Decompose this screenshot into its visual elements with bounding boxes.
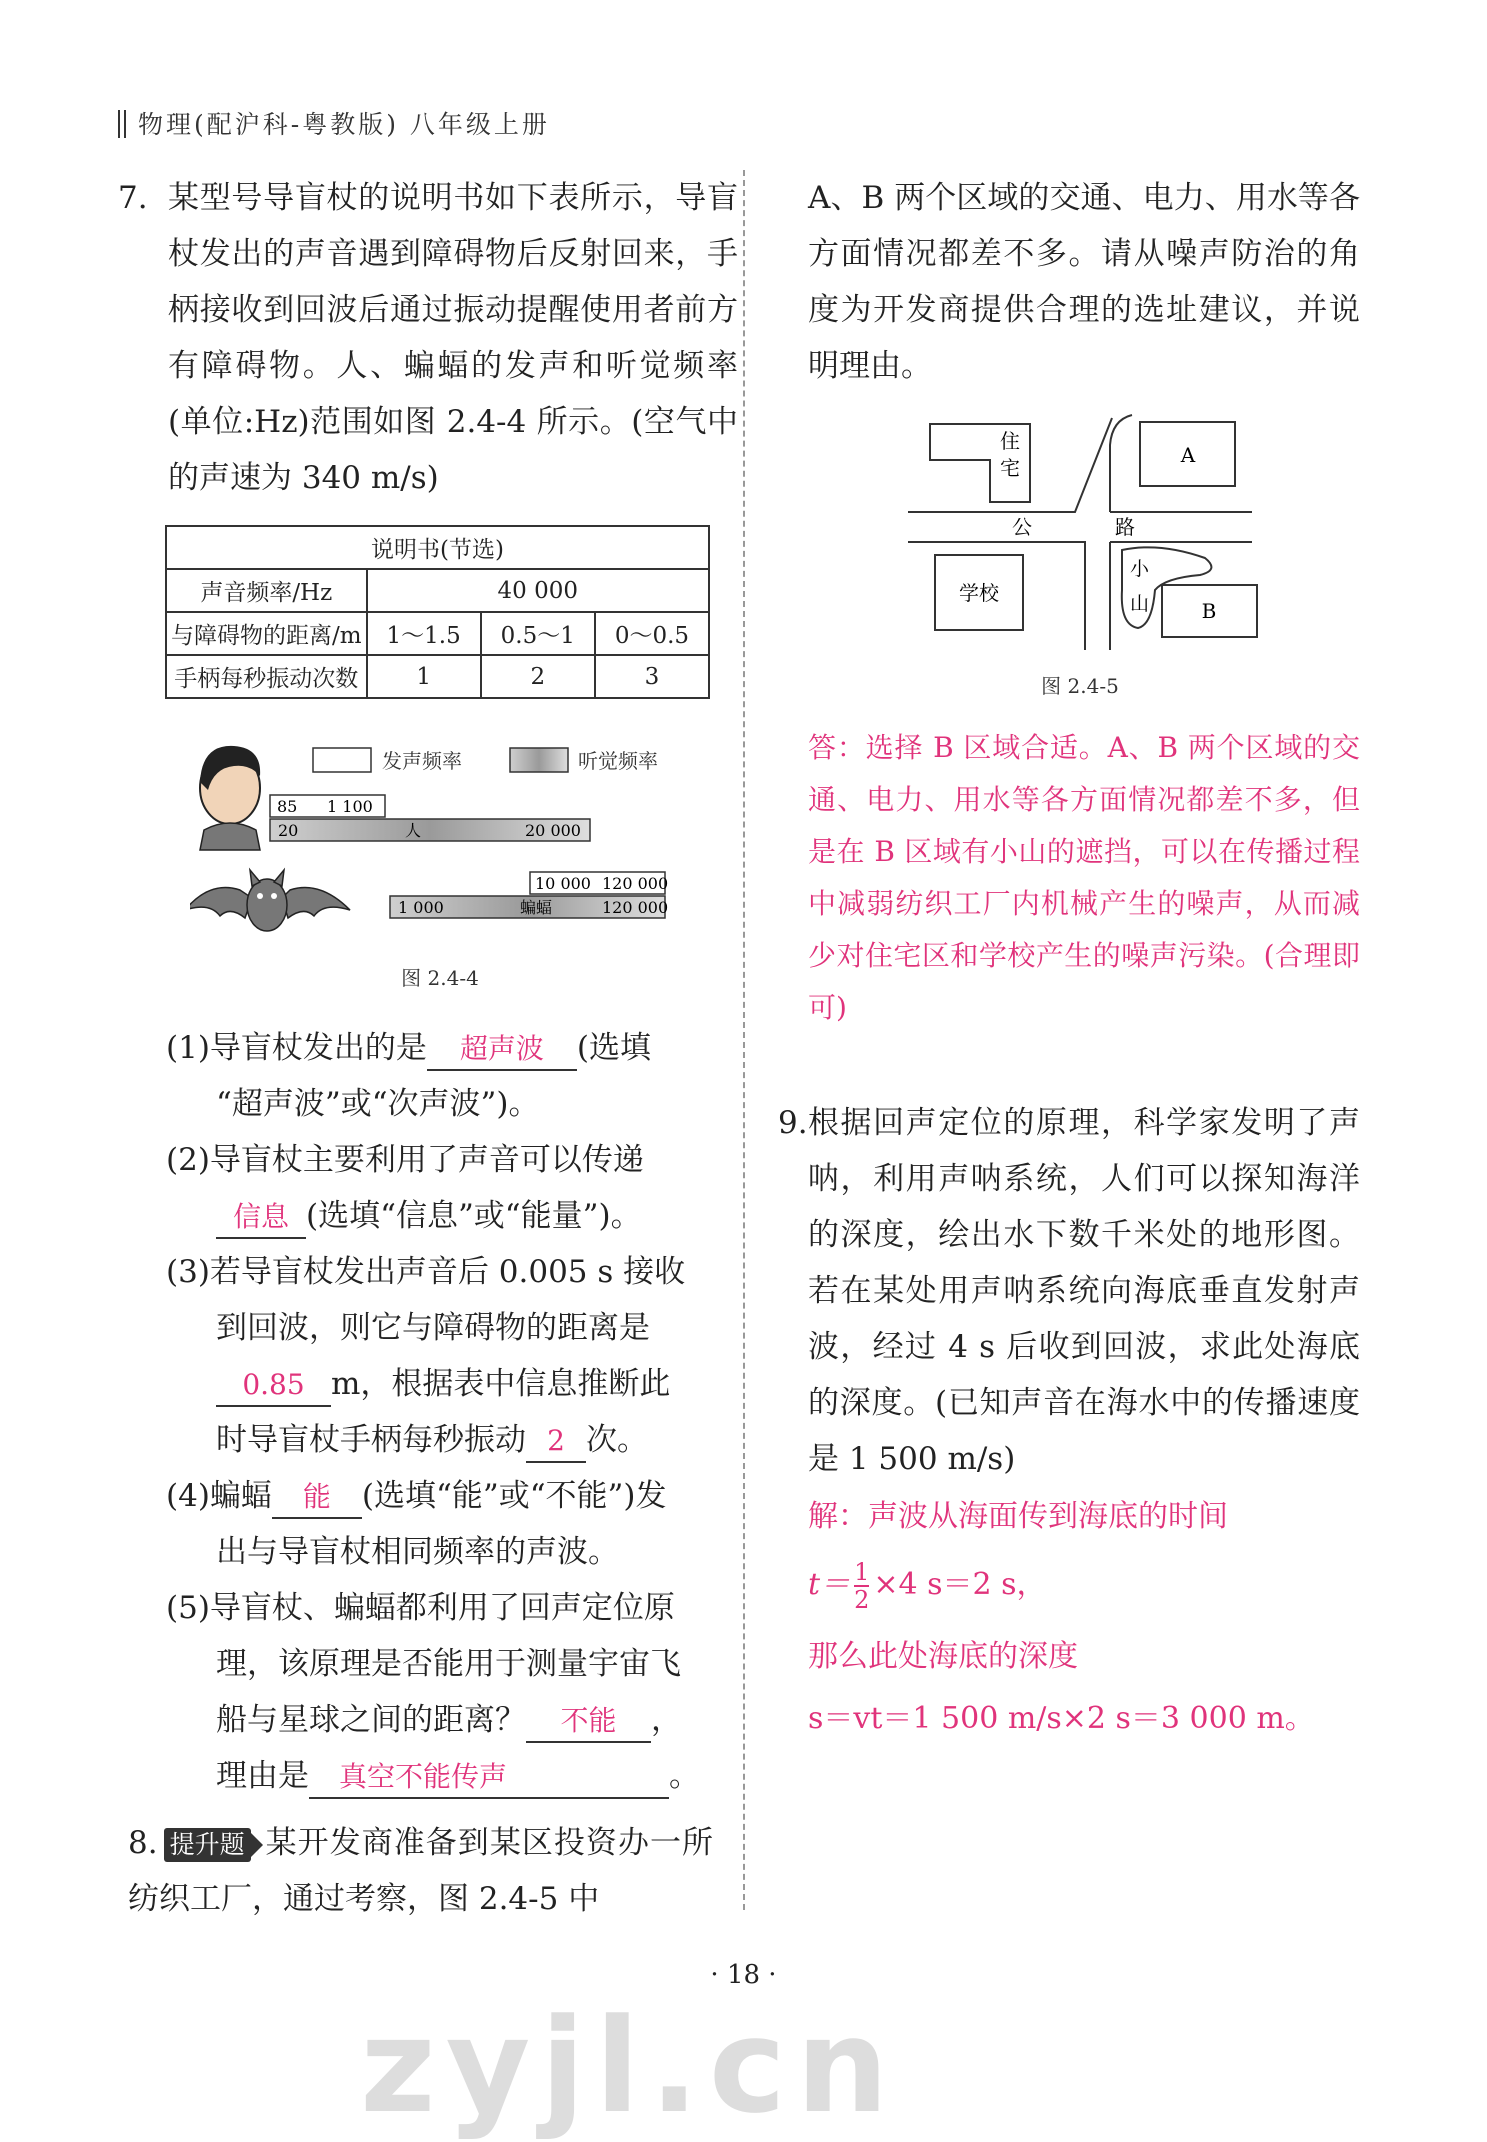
table-cell: 1 bbox=[367, 655, 481, 698]
table-title: 说明书(节选) bbox=[166, 526, 709, 569]
s2-text: (2)导盲杖主要利用了声音可以传递 bbox=[166, 1142, 644, 1178]
q8-badge: 提升题 bbox=[164, 1828, 251, 1862]
question-8-left bbox=[128, 1815, 713, 1927]
legend-emit-swatch bbox=[313, 748, 371, 772]
human-hear-high: 20 000 bbox=[525, 821, 581, 840]
right-column bbox=[808, 170, 1360, 394]
question-7 bbox=[118, 170, 738, 506]
q9-text: 根据回声定位的原理，科学家发明了声呐，利用声呐系统，人们可以探知海洋的深度，绘出水下数千米处的地形图。若在某处用声呐系统向海底垂直发射声波，经过 4 s 后收到回波，求此处海底的深度。(已知声音在海水中的传播速度是 1 500 m/s) bbox=[808, 1105, 1360, 1477]
s5-text-d: ， bbox=[651, 1702, 682, 1738]
fraction-numerator: 1 bbox=[854, 1558, 870, 1586]
header-bar bbox=[118, 110, 126, 138]
legend-hear-label: 听觉频率 bbox=[578, 749, 658, 773]
q8-number: 8. bbox=[128, 1825, 158, 1861]
s5-text-c: 船与星球之间的距离？ bbox=[216, 1702, 526, 1738]
bat-emit-low: 10 000 bbox=[535, 874, 591, 893]
q7-number: 7. bbox=[118, 180, 148, 216]
s5-text: (5)导盲杖、蝙蝠都利用了回声定位原 bbox=[166, 1590, 675, 1626]
q9-number: 9. bbox=[778, 1105, 808, 1141]
s3-text: (3)若导盲杖发出声音后 0.005 s 接收 bbox=[166, 1254, 686, 1290]
table-row1-label: 声音频率/Hz bbox=[166, 569, 367, 612]
table-row1-value: 40 000 bbox=[367, 569, 709, 612]
road-edge bbox=[1110, 415, 1132, 512]
legend-hear-swatch bbox=[510, 748, 568, 772]
frequency-figure bbox=[190, 720, 690, 990]
human-emit-low: 85 bbox=[277, 797, 298, 816]
legend-emit-label: 发声频率 bbox=[382, 749, 462, 773]
s1-text: (1)导盲杖发出的是 bbox=[166, 1030, 427, 1066]
watermark: zyjl.cn bbox=[360, 1990, 899, 2142]
s3-answer-2: 2 bbox=[526, 1421, 586, 1463]
school-label: 学校 bbox=[959, 581, 999, 605]
s5-answer-2: 真空不能传声 bbox=[309, 1757, 669, 1799]
s3-text-c: m，根据表中信息推断此 bbox=[331, 1366, 671, 1402]
hill-label-2: 山 bbox=[1130, 593, 1150, 615]
q9-solution-2a: t＝ bbox=[808, 1567, 851, 1602]
page-number: · 18 · bbox=[710, 1960, 777, 1990]
boy-illustration bbox=[200, 746, 260, 850]
table-cell: 0～0.5 bbox=[595, 612, 709, 655]
q7-subquestions bbox=[166, 1020, 741, 1804]
s3-text-b: 到回波，则它与障碍物的距离是 bbox=[216, 1310, 650, 1346]
bat-label: 蝙蝠 bbox=[520, 898, 553, 917]
s3-text-d: 时导盲杖手柄每秒振动 bbox=[216, 1422, 526, 1458]
manual-table bbox=[165, 525, 710, 699]
s3-answer-1: 0.85 bbox=[216, 1365, 331, 1407]
bat-hear-low: 1 000 bbox=[398, 898, 444, 917]
s2-text-b: (选填“信息”或“能量”)。 bbox=[306, 1198, 642, 1234]
map-figure bbox=[900, 410, 1260, 700]
table-row2-label: 与障碍物的距离/m bbox=[166, 612, 367, 655]
table-row3-label: 手柄每秒振动次数 bbox=[166, 655, 367, 698]
human-hear-low: 20 bbox=[278, 821, 299, 840]
table-cell: 3 bbox=[595, 655, 709, 698]
s1-text-c: “超声波”或“次声波”)。 bbox=[216, 1086, 540, 1122]
road-label-2: 路 bbox=[1115, 515, 1135, 539]
fraction-denominator: 2 bbox=[854, 1586, 870, 1614]
human-label: 人 bbox=[405, 821, 422, 840]
s5-text-e: 理由是 bbox=[216, 1758, 309, 1794]
bat-emit-high: 120 000 bbox=[602, 874, 669, 893]
s4-text: (4)蝙蝠 bbox=[166, 1478, 272, 1514]
q9-solution-1: 解：声波从海面传到海底的时间 bbox=[808, 1499, 1228, 1534]
area-a-label: A bbox=[1180, 443, 1196, 467]
table-cell: 2 bbox=[481, 655, 595, 698]
s1-text-b: (选填 bbox=[576, 1030, 652, 1066]
figure-caption: 图 2.4-4 bbox=[401, 966, 479, 990]
road-label-1: 公 bbox=[1012, 515, 1032, 539]
house-label-2: 宅 bbox=[1000, 456, 1020, 480]
q8-answer-block bbox=[808, 722, 1360, 1034]
s4-text-b: (选填“能”或“不能”)发 bbox=[361, 1478, 667, 1514]
house-label-1: 住 bbox=[1000, 429, 1020, 453]
human-emit-high: 1 100 bbox=[327, 797, 373, 816]
q7-text: 某型号导盲杖的说明书如下表所示，导盲杖发出的声音遇到障碍物后反射回来，手柄接收到回波后通过振动提醒使用者前方有障碍物。人、蝙蝠的发声和听觉频率(单位:Hz)范围如图 2.4-4 所示。(空气中的声速为 340 m/s) bbox=[168, 180, 738, 496]
fraction bbox=[854, 1559, 869, 1613]
s5-text-f: 。 bbox=[669, 1758, 700, 1794]
s4-text-c: 出与导盲杖相同频率的声波。 bbox=[216, 1534, 619, 1570]
q9-solution-3: 那么此处海底的深度 bbox=[808, 1639, 1078, 1674]
question-9 bbox=[778, 1095, 1360, 1747]
q9-solution-2b: ×4 s＝2 s， bbox=[873, 1567, 1047, 1602]
q8-text-right: A、B 两个区域的交通、电力、用水等各方面情况都差不多。请从噪声防治的角度为开发商提供合理的选址建议，并说明理由。 bbox=[808, 180, 1360, 384]
table-cell: 0.5～1 bbox=[481, 612, 595, 655]
s1-answer: 超声波 bbox=[427, 1029, 577, 1071]
q9-solution-4: s＝vt＝1 500 m/s×2 s＝3 000 m。 bbox=[808, 1701, 1315, 1736]
bat-illustration bbox=[190, 870, 350, 931]
running-header bbox=[118, 105, 550, 141]
q8-text-left: 某开发商准备到某区投资办一所纺织工厂，通过考察，图 2.4-5 中 bbox=[128, 1825, 713, 1917]
s5-text-b: 理，该原理是否能用于测量宇宙飞 bbox=[216, 1646, 681, 1682]
column-divider bbox=[743, 170, 745, 1910]
hill-label-1: 小 bbox=[1130, 558, 1150, 580]
area-b-label: B bbox=[1201, 599, 1217, 623]
table-cell: 1～1.5 bbox=[367, 612, 481, 655]
s3-text-e: 次。 bbox=[586, 1422, 648, 1458]
map-caption: 图 2.4-5 bbox=[1041, 674, 1119, 698]
s5-answer-1: 不能 bbox=[526, 1701, 651, 1743]
header-text: 物理(配沪科-粤教版) 八年级上册 bbox=[138, 110, 550, 139]
bat-hear-high: 120 000 bbox=[602, 898, 669, 917]
q8-answer: 答：选择 B 区域合适。A、B 两个区域的交通、电力、用水等各方面情况都差不多，但是在 B 区域有小山的遮挡，可以在传播过程中减弱纺织工厂内机械产生的噪声，从而减少对住宅区和学校产生的噪声污染。(合理即可) bbox=[808, 731, 1360, 1024]
s4-answer: 能 bbox=[272, 1477, 362, 1519]
s2-answer: 信息 bbox=[216, 1197, 306, 1239]
